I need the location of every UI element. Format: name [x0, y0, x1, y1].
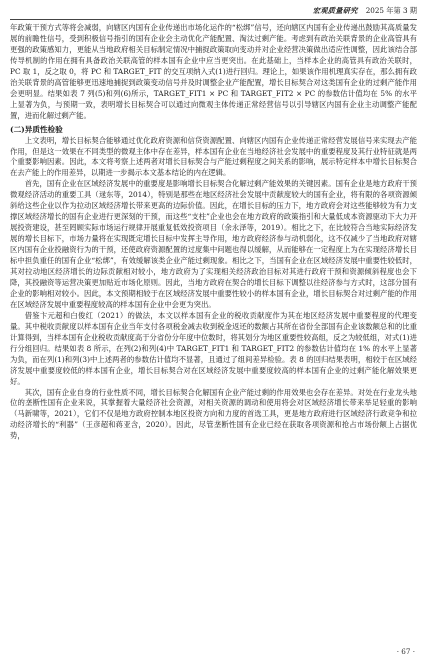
article-body [10, 23, 417, 641]
paragraph: 年政策干预方式等将会减弱，向辖区内国有企业传递出市场化运作的“松绑”信号，还向辖区内国有企业传递出鼓励其高质量发展的前瞻性信号，受到积极信号指引的国有企业会主动优化产能配置、淘汰过剩产能。考虑到有政治关联背景的企业高管具有更强的政策感知力，更能从当地政府相关目标制定情况中捕捉政策取向变动并对企业经营决策做出适应性调整，因此该结合部传导机制的作用在拥有具备政治关联高管的样本国有企业中应当更突出。在此基础上，当样本企业的高管具有政治关联时，PC 取 1，反之取 0，将 PC 和 TARGET_FIT 的交互项纳入式(1)进行回归。理论上，如果该作用机理真实存在，那么拥有政治关联背景的高管能够更迅速地捕捉到政策变动信号并及时调整企业产能配置，增长目标契合对这类国有企业的过剩产能作用会更明显。结果如表 7 列(5)和列(6)所示，TARGET_FIT1 × PC 和 TARGET_FIT2 × PC 的参数估计值均在 5% 的水平上显著为负，与预期一致，表明增长目标契合可以通过向微观主体传递正常经营信号以引导辖区内国有企业主动调整产能配置，进而化解过剩产能。 [10, 23, 417, 120]
paragraph: 其次，国有企业自身的行业性质不同，增长目标契合化解国有企业产能过剩的作用效果也会存在差异。对处在行业龙头地位的垄断性国有企业来说，其掌握着大量经济社会资源，对相关资源的调动和使用将会对区域经济增长带来举足轻重的影响（马新啸等，2021），它们不仅是地方政府控制本地区投资方向和力度的首选工具，更是地方政府进行区域经济行政竞争和拉动经济增长的“利器”（王彦超和蒋亚含，2020）。因此，尽管垄断性国有企业已经在获取各项资源和抢占市场份额上占据优势， [10, 387, 417, 441]
running-header [10, 4, 417, 18]
paragraph: 借鉴卞元超和白俊红（2021）的做法，本文以样本国有企业的税收贡献度作为其在地区经济发展中重要程度的代理变量。其中税收贡献度以样本国有企业当年支付各项税金减去收到税金返还的数额占其所在省份全部国有企业该数额总和的比重计算得到，当样本国有企业税收贡献度高于分省份分年度中位数时，将其划分为地区重要性较高组，反之为较低组，对式(1)进行分组回归。结果如表 8 所示，在列(2)和列(4)中 TARGET_FIT1 和 TARGET_FIT2 的参数估计值均在 1% 的水平上显著为负，而在列(1)和列(3)中上述两者的参数估计值均不显著，且通过了组间差异检验。表 8 的回归结果表明，相较于在区域经济发展中重要度较低的样本国有企业，增长目标契合对在区域经济发展中重要度较高的样本国有企业的过剩产能化解效果更好。 [10, 310, 417, 386]
page-number: · 67 · [396, 647, 415, 656]
journal-name: 宏观质量研究 [312, 6, 358, 15]
issue-label: 2025 年第 3 期 [365, 6, 417, 15]
paragraph: 上文表明，增长目标契合能够通过优化政府资源和信贷资源配置、向辖区内国有企业传递正常经营发展信号来实现去产能作用，但是这一效果在不同类型的微观主体中存在差异，样本国有企业在当地经济社会发展中的重要程度及其行业特征就是两个重要影响因素。因此，本文将考察上述两者对增长目标契合与产能过剩程度之间关系的影响，展示特定样本中增长目标契合在去产能上的作用差异，以期进一步揭示本文基本结论的内在逻辑。 [10, 135, 417, 178]
header-rule [10, 19, 417, 20]
section-heading: (二)异质性检验 [10, 124, 63, 134]
paragraph: 首先，国有企业在区域经济发展中的重要度是影响增长目标契合化解过剩产能效果的关键因素。国有企业是地方政府干预微观经济活动的重要工具（逯东等，2014），特别是那些在地区经济社会发展中贡献度较大的国有企业，将有限的各项资源倾斜给这些企业以作为拉动区域经济增长带来更高的边际价值。因此，在增长目标的压力下，地方政府会对这些能够较为有力支撑区域经济增长的国有企业进行更深刻的干预，而这些“支柱”企业也会在地方政府的政策指引和大量低成本资源驱动下大力开展投资建设，甚至罔顾实际市场运行规律开展重复低效投资项目（余永泽等，2019）。相比之下，在比较符合当地实际经济发展的增长目标下，市场力量将在实现既定增长目标中发挥主导作用，地方政府经济参与动机弱化，这不仅减少了当地政府对辖区内国有企业投融资行为的干预，还使政府资源配置的过度集中问题也得以缓解，从而能够在一定程度上为在实现经济增长目标中担负重任的国有企业“松绑”，有效缓解该类企业产能过剩现象。相比之下，当国有企业在区域经济发展中重要性较低时，其对拉动地区经济增长的边际贡献相对较小，地方政府为了实现相关经济政治目标对其进行政府干预和资源倾斜程度也会下降，其投融资等运营决策更加贴近市场化原则。因此，当地方政府在契合的增长目标下调整以往经济参与方式时，这部分国有企业的影响相对较小。因此，本文预期相较于在区域经济发展中重要性较小的样本国有企业，增长目标契合对过剩产能的作用在区域经济发展中重要程度较高的样本国有企业中会更为突出。 [10, 179, 417, 309]
